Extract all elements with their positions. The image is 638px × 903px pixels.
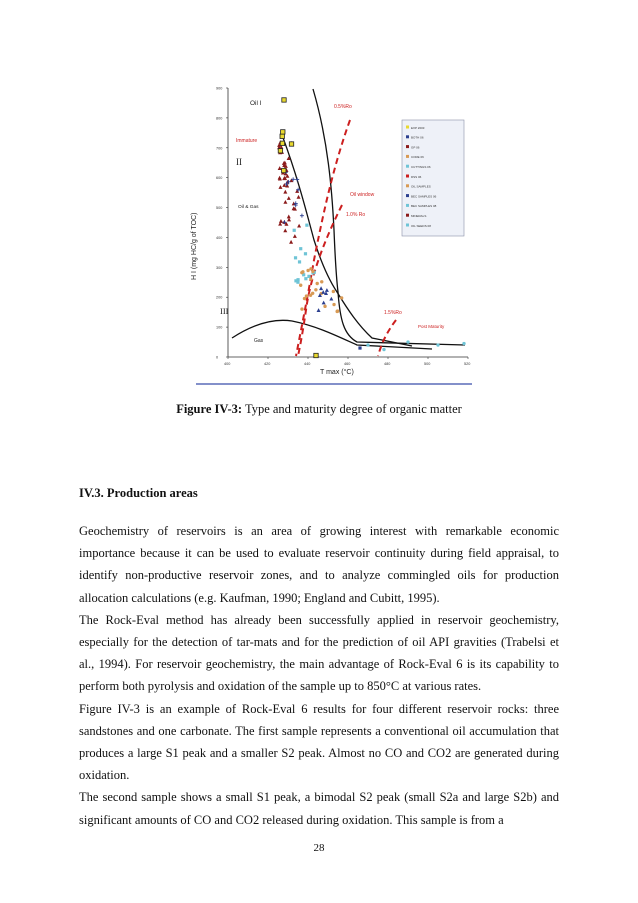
data-point xyxy=(366,343,369,346)
x-tick-label: 480 xyxy=(384,362,391,366)
data-point xyxy=(307,275,310,278)
legend-marker xyxy=(406,165,409,168)
x-tick-label: 500 xyxy=(424,362,431,366)
label-ro-1.0: 1.0% Ro xyxy=(346,212,366,218)
data-point xyxy=(293,229,296,232)
legend-entry: OIL SAMPLES xyxy=(411,184,431,189)
legend-entry: BEC SAMPLES 08 xyxy=(411,204,437,209)
y-tick-label: 0 xyxy=(216,355,219,360)
data-point xyxy=(332,303,335,306)
data-point xyxy=(301,270,304,273)
page-number: 28 xyxy=(313,842,325,854)
label-ro-0.5: 0.5%Ro xyxy=(334,104,352,110)
y-tick-label: 100 xyxy=(216,325,223,330)
legend-marker xyxy=(406,126,409,129)
data-point xyxy=(293,234,297,238)
legend-entry: OIL SEEDS 08 xyxy=(411,223,431,228)
data-point xyxy=(382,348,385,351)
isoline-1.5 xyxy=(378,320,396,356)
data-point xyxy=(314,353,318,357)
data-point xyxy=(336,309,339,312)
data-point xyxy=(320,280,323,283)
label-type-ii: II xyxy=(236,157,242,167)
data-point xyxy=(340,296,343,299)
legend-marker xyxy=(406,135,409,138)
label-immature: Immature xyxy=(236,138,258,144)
data-point xyxy=(299,284,302,287)
figure-maturity-plot xyxy=(182,80,482,386)
y-axis-label: H I (mg HC/g of TOC) xyxy=(191,212,198,280)
data-point xyxy=(289,142,293,146)
paragraph-1: Geochemistry of reservoirs is an area of growing interest with remarkable economic importance because it can be used to evaluate reservoir continuity during field appraisal, to identify non-productive reservoir zones, and to analyze commingled oils for production allocation calculations (e.g. Kaufman, 1990; England and Cubitt, 1995). xyxy=(79,524,559,605)
data-point xyxy=(300,214,304,218)
data-point xyxy=(406,340,409,343)
data-point xyxy=(280,134,284,138)
data-point xyxy=(325,288,329,292)
x-tick-label: 420 xyxy=(264,362,271,366)
paragraph-4: The second sample shows a small S1 peak, a bimodal S2 peak (small S2a and large S2b) and significant amounts of CO and CO2 released during oxidation. This sample is from a xyxy=(79,790,559,827)
data-point xyxy=(322,301,326,305)
data-point xyxy=(309,267,312,270)
data-point xyxy=(289,240,293,244)
paragraph-2: The Rock-Eval method has already been successfully applied in reservoir geochemistry, especially for the detection of tar-mats and for the prediction of oil API gravities (Trabelsi et al., 1994). For reservoir geochemistry, the main advantage of Rock-Eval 6 is its capability to perform both pyrolysis and oxidation of the sample up to 850°C at various rates. xyxy=(79,612,559,694)
data-point xyxy=(303,297,306,300)
data-point xyxy=(306,269,309,272)
label-oil-i: Oil I xyxy=(250,100,262,107)
label-gas: Gas xyxy=(254,338,264,344)
legend-entry: BEC SAMPLES 06 xyxy=(411,194,437,199)
data-point xyxy=(299,247,302,250)
data-point xyxy=(436,343,439,346)
legend-marker xyxy=(406,184,409,187)
data-point xyxy=(309,277,312,280)
data-point xyxy=(316,282,319,285)
legend-entry: DSS 06 xyxy=(411,174,422,179)
y-tick-label: 800 xyxy=(216,116,223,121)
x-axis-label: T max (°C) xyxy=(320,369,354,376)
caption-text: Type and maturity degree of organic matter xyxy=(242,402,462,416)
y-tick-label: 400 xyxy=(216,235,223,240)
legend-entry: BOTH 06 xyxy=(411,135,424,140)
data-point xyxy=(311,270,314,273)
data-point xyxy=(282,98,286,102)
data-point xyxy=(287,215,291,219)
figure-caption xyxy=(0,402,638,417)
legend-marker xyxy=(406,194,409,197)
hi-tmax-chart xyxy=(182,80,482,386)
data-point xyxy=(300,307,303,310)
data-point xyxy=(311,292,314,295)
y-tick-label: 500 xyxy=(216,206,223,211)
data-point xyxy=(280,141,284,145)
data-point xyxy=(317,308,321,312)
label-type-iii: III xyxy=(220,306,229,316)
legend-marker xyxy=(406,155,409,158)
section-heading: IV.3. Production areas xyxy=(79,486,198,500)
data-point xyxy=(278,185,282,189)
legend-marker xyxy=(406,204,409,207)
y-tick-label: 700 xyxy=(216,146,223,151)
x-tick-label: 440 xyxy=(304,362,311,366)
legend-marker xyxy=(406,175,409,178)
data-point xyxy=(297,195,301,199)
data-point xyxy=(283,190,287,194)
data-point xyxy=(296,281,299,284)
legend-entry: GP 06 xyxy=(411,145,420,150)
data-point xyxy=(305,224,308,227)
data-point xyxy=(304,277,307,280)
legend-marker xyxy=(406,214,409,217)
y-tick-label: 900 xyxy=(216,86,223,91)
y-tick-label: 300 xyxy=(216,265,223,270)
data-point xyxy=(283,200,287,204)
data-point xyxy=(329,297,333,301)
data-point xyxy=(294,256,297,259)
paragraph-3: Figure IV-3 is an example of Rock-Eval 6 results for four different reservoir rocks: three sandstones and one carbonate. The first sample represents a conventional oil accumulation that produces a large S1 peak and a smaller S2 peak. Almost no CO and CO2 are generated during oxidation. xyxy=(79,701,559,783)
label-ro-1.5: 1.5%Ro xyxy=(384,310,402,316)
legend-entry: CORE 06 xyxy=(411,155,424,160)
data-point xyxy=(323,305,326,308)
data-point xyxy=(304,252,307,255)
y-tick-label: 600 xyxy=(216,176,223,181)
data-point xyxy=(287,196,291,200)
data-point xyxy=(319,286,323,290)
data-point xyxy=(332,290,335,293)
body-text xyxy=(79,520,559,831)
data-point xyxy=(282,168,286,172)
legend-marker xyxy=(406,224,409,227)
data-point xyxy=(278,166,282,170)
legend-entry: CUTTINGS 06 xyxy=(411,165,431,169)
data-point xyxy=(283,228,287,232)
data-point xyxy=(279,219,283,223)
data-point xyxy=(297,224,301,228)
x-tick-label: 460 xyxy=(344,362,351,366)
data-point xyxy=(281,130,285,134)
type-III-curve xyxy=(232,320,432,349)
legend-marker xyxy=(406,145,409,148)
data-point xyxy=(314,288,317,291)
x-tick-label: 400 xyxy=(224,362,231,366)
label-post-maturity: Post Maturity xyxy=(418,324,445,329)
legend-entry: MINERALS xyxy=(411,214,427,218)
data-point xyxy=(278,149,282,153)
x-tick-label: 520 xyxy=(464,362,471,366)
data-point xyxy=(358,346,361,349)
legend-entry: EXP 2003 xyxy=(411,125,425,130)
data-point xyxy=(295,177,299,181)
caption-label: Figure IV-3: xyxy=(176,402,243,416)
data-point xyxy=(298,260,301,263)
label-oil-window: Oil window xyxy=(350,192,375,198)
label-oil-gas: Oil & Gas xyxy=(238,205,259,210)
y-tick-label: 200 xyxy=(216,295,223,300)
data-point xyxy=(462,342,465,345)
